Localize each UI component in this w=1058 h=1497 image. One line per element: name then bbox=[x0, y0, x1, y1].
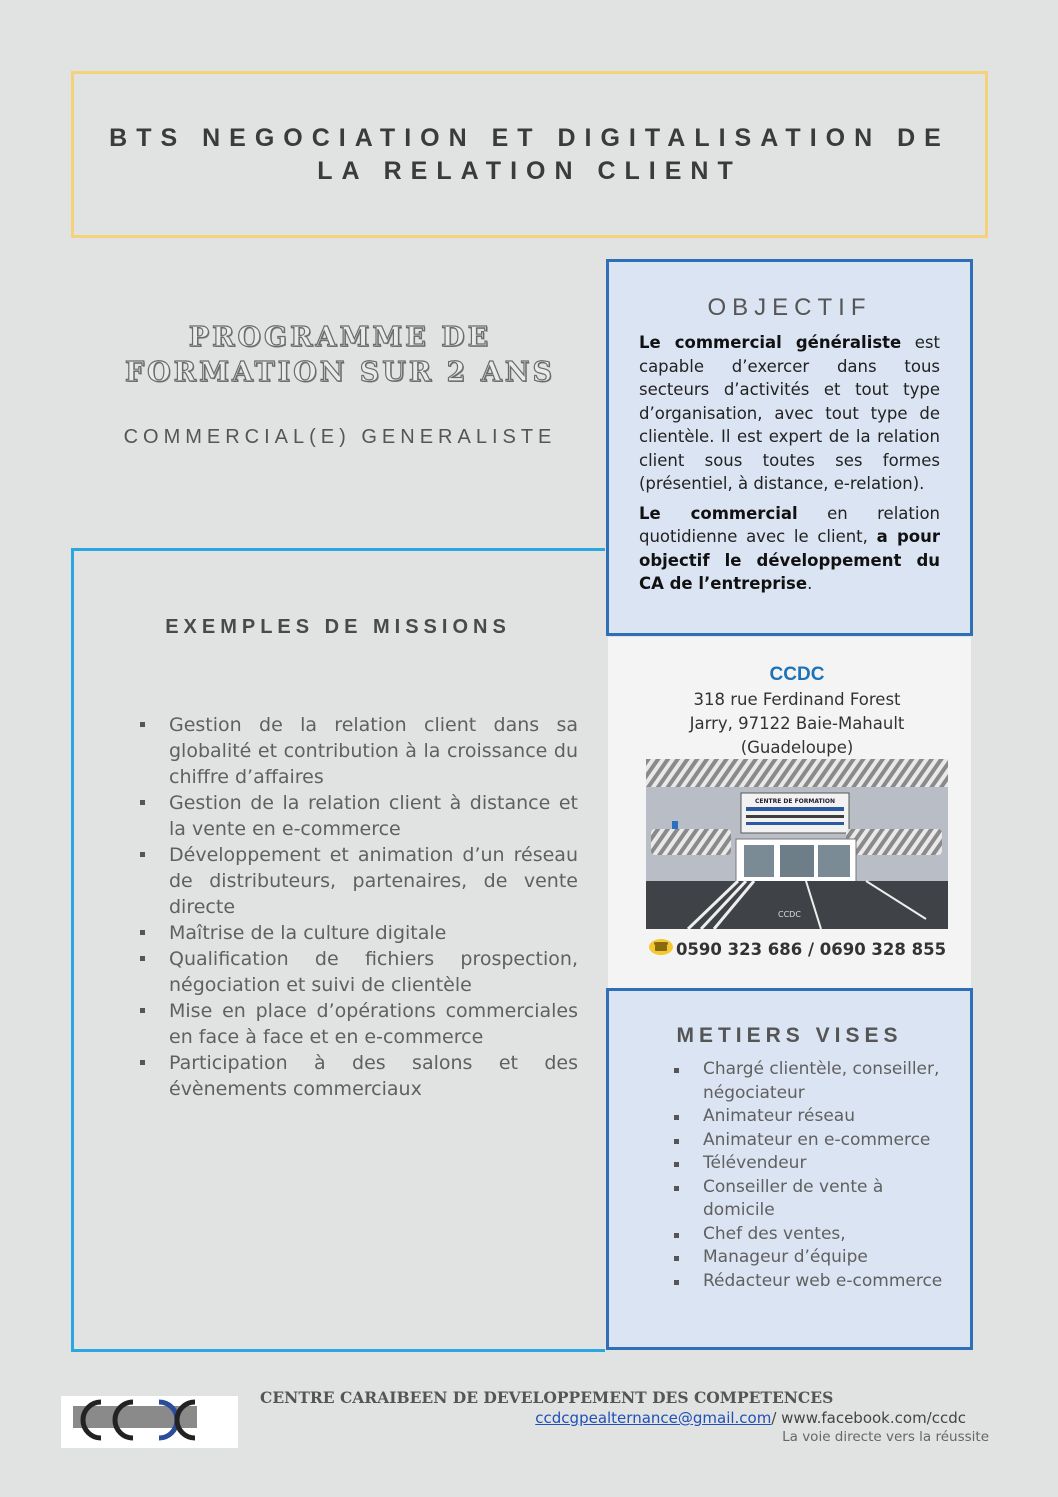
list-item: Gestion de la relation client à distance et la vente en e-commerce bbox=[138, 790, 578, 842]
address bbox=[608, 688, 986, 760]
program-subtitle: COMMERCIAL(E) GENERALISTE bbox=[123, 426, 557, 448]
bullet-icon bbox=[674, 1256, 679, 1261]
list-item: Conseiller de vente à domicile bbox=[672, 1176, 952, 1223]
bullet-icon bbox=[674, 1233, 679, 1238]
metiers-list bbox=[672, 1058, 952, 1293]
bullet-icon bbox=[140, 1008, 145, 1013]
objectif-text bbox=[639, 331, 940, 602]
bullet-icon bbox=[674, 1068, 679, 1073]
bullet-icon bbox=[140, 800, 145, 805]
address-line: (Guadeloupe) bbox=[740, 738, 854, 757]
list-item: Gestion de la relation client dans sa globalité et contribution à la croissance du chiffre d’affaires bbox=[138, 712, 578, 790]
bullet-icon bbox=[140, 722, 145, 727]
bullet-icon bbox=[674, 1139, 679, 1144]
telephone-icon bbox=[648, 938, 674, 960]
bullet-icon bbox=[140, 956, 145, 961]
title-box bbox=[71, 71, 988, 238]
footer-organization: CENTRE CARAIBEEN DE DEVELOPPEMENT DES COMPETENCES bbox=[260, 1388, 834, 1407]
email-link[interactable]: ccdcgpealternance@gmail.com bbox=[535, 1409, 772, 1427]
missions-list bbox=[138, 712, 578, 1102]
list-item: Mise en place d’opérations commerciales en face à face et en e-commerce bbox=[138, 998, 578, 1050]
bullet-icon bbox=[140, 852, 145, 857]
list-item: Maîtrise de la culture digitale bbox=[138, 920, 578, 946]
program-title-line1: PROGRAMME DE bbox=[188, 322, 492, 353]
list-item: Chef des ventes, bbox=[672, 1223, 952, 1247]
list-item: Qualification de fichiers prospection, négociation et suivi de clientèle bbox=[138, 946, 578, 998]
phone bbox=[608, 938, 986, 960]
organization-name: CCDC bbox=[769, 664, 825, 685]
ccdc-logo bbox=[61, 1396, 238, 1448]
list-item: Développement et animation d’un réseau de distributeurs, partenaires, de vente directe bbox=[138, 842, 578, 920]
bullet-icon bbox=[674, 1115, 679, 1120]
objectif-title: OBJECTIF bbox=[707, 294, 872, 321]
objectif-paragraph-1: Le commercial généraliste est capable d’exercer dans tous secteurs d’activités et tout type d’organisation, avec tout type de clientèle. Il est expert de la relation client sous toutes ses formes (présentiel, à distance, e-relation). bbox=[639, 333, 940, 493]
program-title-line2: FORMATION SUR 2 ANS bbox=[124, 357, 555, 388]
document-title: BTS NEGOCIATION ET DIGITALISATION DE LA RELATION CLIENT bbox=[109, 123, 950, 185]
metiers-title: METIERS VISES bbox=[676, 1024, 903, 1047]
footer-contact bbox=[400, 1409, 966, 1427]
bullet-icon bbox=[140, 1060, 145, 1065]
list-item: Animateur réseau bbox=[672, 1105, 952, 1129]
list-item: Télévendeur bbox=[672, 1152, 952, 1176]
building-photo bbox=[646, 759, 948, 929]
address-line: Jarry, 97122 Baie-Mahault bbox=[689, 714, 905, 733]
objectif-paragraph-2: Le commercial en relation quotidienne avec le client, a pour objectif le développement du CA de l’entreprise. bbox=[639, 503, 940, 593]
facebook-link[interactable]: / www.facebook.com/ccdc bbox=[771, 1409, 966, 1427]
list-item: Participation à des salons et des évènements commerciaux bbox=[138, 1050, 578, 1102]
bullet-icon bbox=[674, 1186, 679, 1191]
bullet-icon bbox=[674, 1162, 679, 1167]
address-line: 318 rue Ferdinand Forest bbox=[693, 690, 901, 709]
list-item: Manageur d’équipe bbox=[672, 1246, 952, 1270]
sign-text: CENTRE DE FORMATION bbox=[754, 798, 836, 805]
list-item: Rédacteur web e-commerce bbox=[672, 1270, 952, 1294]
program-title bbox=[90, 320, 590, 390]
ground-text: CCDC bbox=[778, 910, 801, 919]
list-item: Chargé clientèle, conseiller, négociateur bbox=[672, 1058, 952, 1105]
list-item: Animateur en e-commerce bbox=[672, 1129, 952, 1153]
footer-tagline: La voie directe vers la réussite bbox=[782, 1429, 989, 1445]
phone-number: 0590 323 686 / 0690 328 855 bbox=[675, 939, 947, 959]
missions-title: EXEMPLES DE MISSIONS bbox=[165, 616, 511, 638]
bullet-icon bbox=[674, 1280, 679, 1285]
bullet-icon bbox=[140, 930, 145, 935]
